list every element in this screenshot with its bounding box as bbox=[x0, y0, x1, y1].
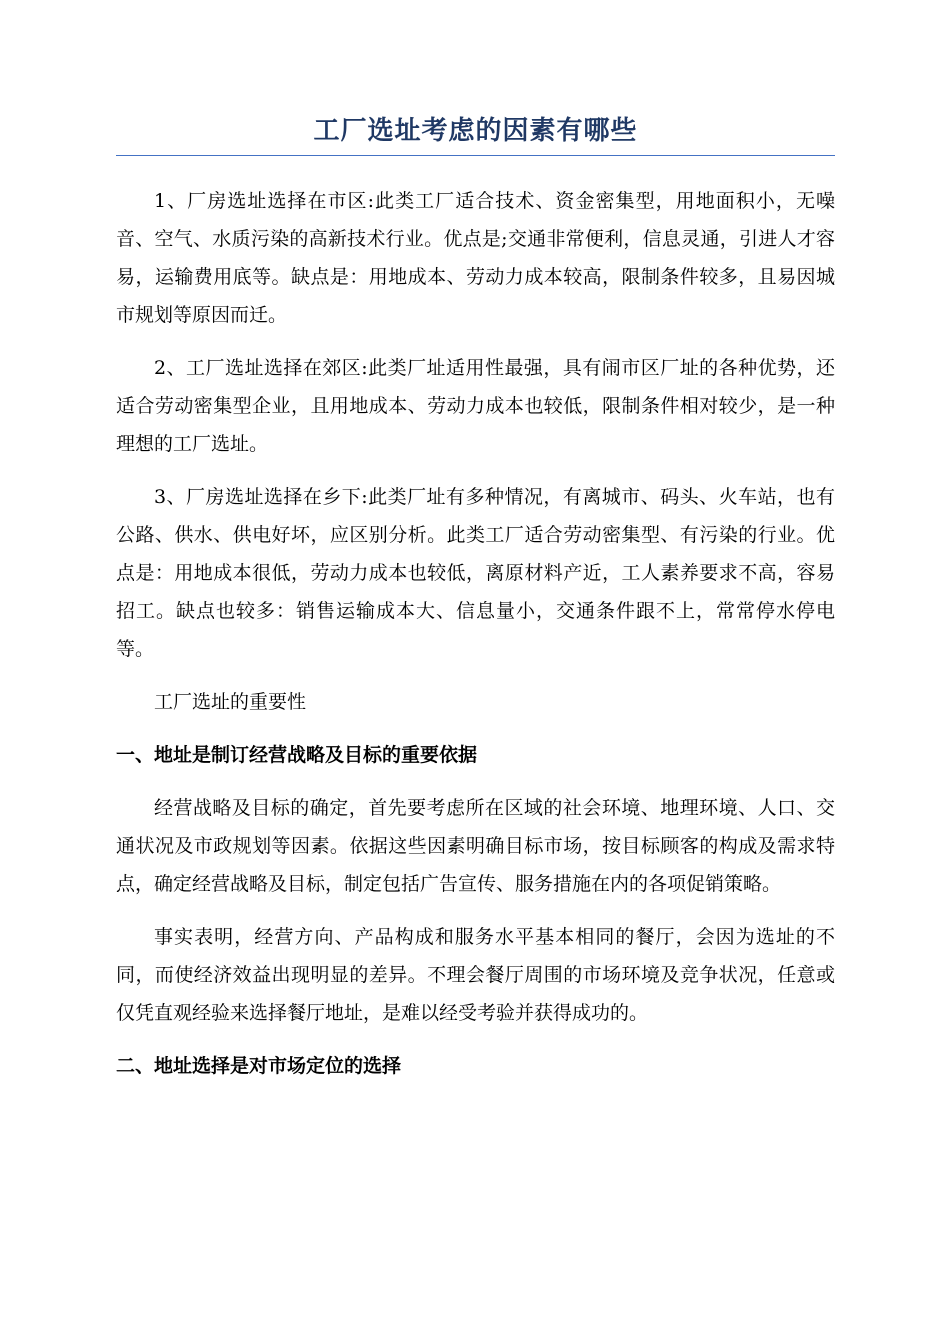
spacer bbox=[116, 463, 835, 478]
document-page bbox=[116, 110, 835, 1085]
spacer bbox=[116, 1032, 835, 1047]
paragraph-suburban-site: 2、工厂选址选择在郊区:此类厂址适用性最强，具有闹市区厂址的各种优势，还适合劳动密集型企业，且用地成本、劳动力成本也较低，限制条件相对较少，是一种理想的工厂选址。 bbox=[116, 357, 835, 455]
spacer bbox=[116, 903, 835, 918]
document-title: 工厂选址考虑的因素有哪些 bbox=[116, 110, 835, 156]
paragraph-urban-site: 1、厂房选址选择在市区:此类工厂适合技术、资金密集型，用地面积小，无噪音、空气、水质污染的高新技术行业。优点是;交通非常便利，信息灵通，引进人才容易，运输费用底等。缺点是：用地成本、劳动力成本较高，限制条件较多，且易因城市规划等原因而迁。 bbox=[116, 190, 835, 326]
paragraph-strategy: 经营战略及目标的确定，首先要考虑所在区域的社会环境、地理环境、人口、交通状况及市政规划等因素。依据这些因素明确目标市场，按目标顾客的构成及需求特点，确定经营战略及目标，制定包括广告宣传、服务措施在内的各项促销策略。 bbox=[116, 797, 835, 895]
paragraph-evidence: 事实表明，经营方向、产品构成和服务水平基本相同的餐厅，会因为选址的不同，而使经济效益出现明显的差异。不理会餐厅周围的市场环境及竞争状况，任意或仅凭直观经验来选择餐厅地址，是难以经受考验并获得成功的。 bbox=[116, 926, 835, 1024]
spacer bbox=[116, 156, 835, 182]
spacer bbox=[116, 334, 835, 349]
spacer bbox=[116, 668, 835, 683]
section-heading-2: 二、地址选择是对市场定位的选择 bbox=[116, 1055, 402, 1077]
spacer bbox=[116, 774, 835, 789]
spacer bbox=[116, 721, 835, 736]
paragraph-importance-intro: 工厂选址的重要性 bbox=[154, 691, 307, 713]
section-heading-1: 一、地址是制订经营战略及目标的重要依据 bbox=[116, 744, 478, 766]
paragraph-rural-site: 3、厂房选址选择在乡下:此类厂址有多种情况，有离城市、码头、火车站，也有公路、供水、供电好坏，应区别分析。此类工厂适合劳动密集型、有污染的行业。优点是：用地成本很低，劳动力成本也较低，离原材料产近，工人素养要求不高，容易招工。缺点也较多：销售运输成本大、信息量小，交通条件跟不上，常常停水停电等。 bbox=[116, 486, 835, 660]
